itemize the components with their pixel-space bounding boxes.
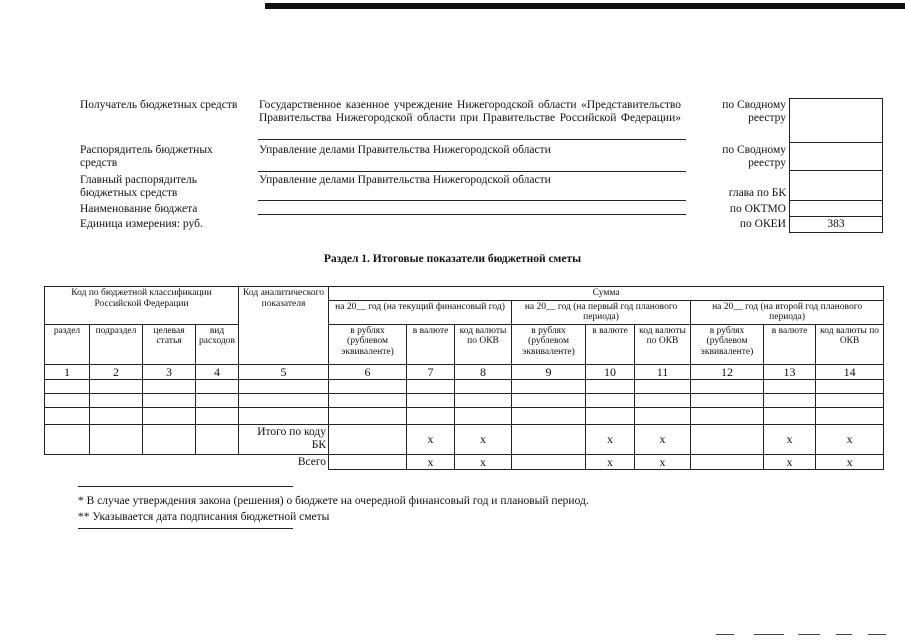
x-mark: x [764, 424, 816, 454]
footnote-2: ** Указывается дата подписания бюджетной сметы [78, 511, 330, 523]
section-title: Раздел 1. Итоговые показатели бюджетной сметы [323, 253, 582, 265]
col-num: 5 [239, 364, 329, 379]
okei-code: 383 [827, 218, 845, 230]
x-mark: x [586, 424, 635, 454]
chief-manager-label: Главный распорядитель бюджетных средств [80, 174, 197, 199]
budget-name-underline [258, 214, 686, 215]
x-mark: x [635, 424, 691, 454]
header-rub-current: в рублях (рублевом эквиваленте) [329, 324, 407, 364]
header-code-bk: Код по бюджетной классификации Российской Федерации [45, 287, 239, 325]
col-num: 9 [512, 364, 586, 379]
glava-bk-label: глава по БК [728, 187, 786, 199]
svod-reestr-code-2 [790, 143, 882, 171]
codes-box [789, 98, 883, 233]
header-rub-second: в рублях (рублевом эквиваленте) [691, 324, 764, 364]
scan-mark [754, 634, 784, 635]
header-year-second: на 20__ год (на второй год планового периода) [691, 300, 884, 324]
vsego-row [45, 454, 884, 470]
table-row [45, 393, 884, 407]
manager-value: Управление делами Правительства Нижегородской области [259, 144, 551, 156]
vsego-label: Всего [239, 454, 329, 470]
x-mark: x [586, 454, 635, 470]
glava-bk-code [790, 171, 882, 201]
header-okv-current: код валюты по ОКВ [455, 324, 512, 364]
chief-manager-value: Управление делами Правительства Нижегородской области [259, 174, 551, 186]
col-num: 11 [635, 364, 691, 379]
recipient-underline [258, 139, 686, 140]
table-row [45, 379, 884, 393]
itogo-label: Итого по коду БК [239, 424, 329, 454]
header-analytic-code: Код аналитического показателя [239, 287, 329, 365]
header-podrazdel: подраздел [90, 324, 143, 364]
col-num: 13 [764, 364, 816, 379]
col-num: 8 [455, 364, 512, 379]
col-num: 10 [586, 364, 635, 379]
header-razdel: раздел [45, 324, 90, 364]
col-num: 1 [45, 364, 90, 379]
col-num: 14 [816, 364, 884, 379]
unit-label: Единица измерения: руб. [80, 218, 203, 230]
manager-underline [258, 171, 686, 172]
header-year-first: на 20__ год (на первый год планового периода) [512, 300, 691, 324]
manager-label: Распорядитель бюджетных средств [80, 144, 213, 169]
scan-top-edge [265, 3, 905, 9]
footnote-1: * В случае утверждения закона (решения) о бюджете на очередной финансовый год и плановый период. [78, 495, 589, 507]
scan-mark [716, 634, 734, 635]
scan-mark [836, 634, 852, 635]
chief-manager-underline [258, 200, 686, 201]
x-mark: x [816, 454, 884, 470]
scan-mark [868, 634, 886, 635]
x-mark: x [407, 424, 455, 454]
header-val-first: в валюте [586, 324, 635, 364]
col-num: 2 [90, 364, 143, 379]
header-celevaya-statya: целевая статья [143, 324, 196, 364]
column-numbers-row [45, 364, 884, 379]
budget-table [44, 286, 884, 470]
header-year-current: на 20__ год (на текущий финансовый год) [329, 300, 512, 324]
recipient-label: Получатель бюджетных средств [80, 99, 238, 111]
header-val-second: в валюте [764, 324, 816, 364]
x-mark: x [764, 454, 816, 470]
itogo-row [45, 424, 884, 454]
svod-reestr-label-1: по Сводному реестру [722, 99, 786, 124]
col-num: 6 [329, 364, 407, 379]
footnote-separator-bottom [78, 528, 293, 529]
recipient-value: Государственное казенное учреждение Нижегородской области «Представительство Правительства Нижегородской области при Правительстве Российской Федерации» [259, 99, 681, 124]
x-mark: x [455, 424, 512, 454]
col-num: 3 [143, 364, 196, 379]
oktmo-code [790, 201, 882, 217]
svod-reestr-code-1 [790, 99, 882, 143]
x-mark: x [455, 454, 512, 470]
budget-name-label: Наименование бюджета [80, 203, 198, 215]
x-mark: x [816, 424, 884, 454]
header-val-current: в валюте [407, 324, 455, 364]
footnote-separator-top [78, 486, 293, 487]
header-vid-rashodov: вид расходов [196, 324, 239, 364]
oktmo-label: по ОКТМО [729, 203, 786, 215]
col-num: 12 [691, 364, 764, 379]
x-mark: x [407, 454, 455, 470]
table-row [45, 407, 884, 424]
col-num: 4 [196, 364, 239, 379]
header-okv-first: код валюты по ОКВ [635, 324, 691, 364]
x-mark: x [635, 454, 691, 470]
header-sum: Сумма [329, 287, 884, 301]
col-num: 7 [407, 364, 455, 379]
okei-label: по ОКЕИ [739, 218, 786, 230]
scan-mark [798, 634, 820, 635]
svod-reestr-label-2: по Сводному реестру [722, 144, 786, 169]
header-okv-second: код валюты по ОКВ [816, 324, 884, 364]
header-rub-first: в рублях (рублевом эквиваленте) [512, 324, 586, 364]
